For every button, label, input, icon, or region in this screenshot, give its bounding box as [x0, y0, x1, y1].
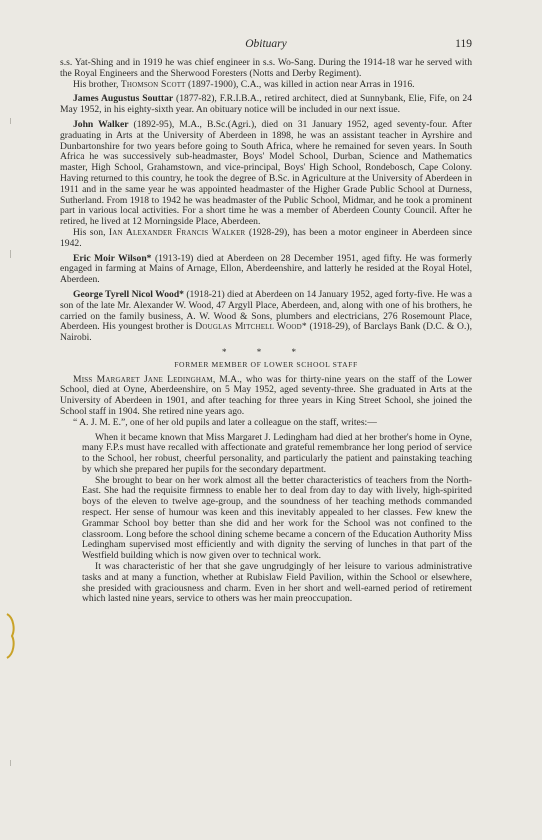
paragraph-yat-shing: [60, 58, 472, 80]
margin-tick: [10, 118, 11, 124]
paragraph-walker-son: [60, 228, 472, 250]
person-name: Douglas Mitchell Wood*: [195, 321, 307, 333]
paragraph-text: (1897-1900), C.A., was killed in action near Arras in 1916.: [185, 78, 415, 90]
paragraph-text: (1918-21) died at Aberdeen on 14 January 1952, aged forty-five. He was a son of the late Mr. Alexander W. Wood, 47 Argyll Place, Aberdeen, and, along with one of his brothers, he carried on the family business, A. W. Wood & Sons, plumbers and electricians, 276 Rosemount Place, Aberdeen. His youngest brother is: [60, 288, 472, 333]
paragraph-tribute-intro: [60, 418, 472, 429]
paragraph-walker: [60, 120, 472, 228]
margin-bracket-mark: [4, 612, 18, 660]
section-heading: FORMER MEMBER OF LOWER SCHOOL STAFF: [174, 359, 358, 369]
paragraph-text: (1918-29), of Barclays Bank (D.C. & O.), Nairobi.: [60, 321, 472, 344]
running-title: Obituary: [245, 38, 287, 50]
paragraph-text: s.s. Yat-Shing and in 1919 he was chief engineer in s.s. Wo-Sang. During the 1914-18 war he served with the Royal Engineers and the Sherwood Foresters (Notts and Derby Regiment).: [60, 57, 472, 79]
paragraph-text: (1877-82), F.R.I.B.A., retired architect, died at Sunnybank, Elie, Fife, on 24 May 1952, in his eighty-sixth year. An obituary notice will be included in our next issue.: [60, 93, 472, 116]
running-head: [60, 38, 472, 52]
tribute-quote: [60, 433, 472, 606]
person-name: George Tyrell Nicol Wood*: [73, 288, 184, 300]
paragraph-text: (1892-95), M.A., B.Sc.(Agri.), died on 31 January 1952, aged seventy-four. After graduating in Arts at the University of Aberdeen in 1898, he was an assistant teacher in Ayrshire and Dunbartonshire for two years before going to South Africa, where he remained for seven years. In South Africa he was successively sub-headmaster, Boys' Model School, Durban, Science and Mathematics master, High School, Grahamstown, and vice-principal, Boys' High School, Rondebosch, Cape Colony. Having returned to this country, he took the degree of B.Sc. in Agriculture at the University of Aberdeen in 1911 and in the same year he was appointed headmaster of the Higher Grade Public School at Durness, Sutherland. From 1918 to 1942 he was headmaster of the Public School, Midmar, and he took a prominent part in various local activities. For a short time he was a member of Aberdeen County Council. After he retired, he lived at 12 Morningside Place, Aberdeen.: [60, 118, 472, 228]
person-name: Thomson Scott: [120, 78, 186, 90]
page-number: 119: [455, 38, 472, 50]
paragraph-text: (1928-29), has been a motor engineer in Aberdeen since 1942.: [60, 226, 473, 249]
obituary-text: [60, 58, 472, 605]
margin-tick: [10, 760, 11, 766]
paragraph-text: , M.A., who was for thirty-nine years on the staff of the Lower School, died at Oyne, Aberdeenshire, on 5 May 1952, aged seventy-three. She graduated in Arts at the University of Aberdeen in 1901, and after teaching for three years in King Street School, she joined the School staff in 1904. She retired nine years ago.: [60, 373, 473, 417]
person-name: Ian Alexander Francis Walker: [108, 226, 246, 238]
person-name: Miss Margaret Jane Ledingham: [73, 373, 213, 385]
quote-paragraph: When it became known that Miss Margaret J. Ledingham had died at her brother's home in Oyne, many F.P.s must have recalled with affectionate and grateful remembrance her long period of service to the School, her robust, cheerful personality, and particularly the patient and painstaking teaching by which she prepared her pupils for the secondary department.: [82, 431, 472, 475]
person-name: John Walker: [73, 118, 129, 130]
paragraph-thomson-scott: [60, 80, 472, 91]
paragraph-wood: [60, 290, 472, 344]
margin-tick: [10, 250, 11, 258]
person-name: Eric Moir Wilson*: [73, 252, 152, 264]
paragraph-text: (1913-19) died at Aberdeen on 28 December 1951, aged fifty. He was formerly engaged in farming at Mains of Arnage, Ellon, Aberdeenshire, and latterly he resided at the Royal Hotel, Aberdeen.: [60, 252, 472, 286]
quote-paragraph: She brought to bear on her work almost all the better characteristics of teachers from the North-East. She had the requisite firmness to enable her to deal from day to day with lively, high-spirited boys of the eleven to twelve age-group, and the soundness of her teaching methods commanded respect. Her sense of humour was keen and this inevitably appealed to her classes. Few knew the Grammar School boy better than she did and her work for the School was not confined to the classroom. Long before the school dining scheme became a concern of the Education Authority Miss Ledingham supervised most efficiently and with dignity the serving of lunches in that part of the Westfield building which is now given over to technical work.: [82, 474, 472, 562]
paragraph-text: His brother,: [73, 78, 121, 90]
quote-paragraph: It was characteristic of her that she gave ungrudgingly of her leisure to various administrative tasks and at many a function, whether at Rubislaw Field Pavilion, within the School or elsewhere, she presided with graciousness and charm. Even in her short and well-earned period of retirement which lasted nine years, service to others was her main preoccupation.: [82, 561, 472, 605]
paragraph-wilson: [60, 254, 472, 286]
paragraph-ledingham: [60, 375, 472, 418]
section-divider: * * *: [222, 346, 310, 357]
person-name: James Augustus Souttar: [73, 93, 174, 105]
paragraph-text: “ A. J. M. E.”, one of her old pupils and later a colleague on the staff, writes:—: [73, 416, 377, 428]
paragraph-souttar: [60, 94, 472, 116]
paragraph-text: His son,: [73, 226, 109, 238]
